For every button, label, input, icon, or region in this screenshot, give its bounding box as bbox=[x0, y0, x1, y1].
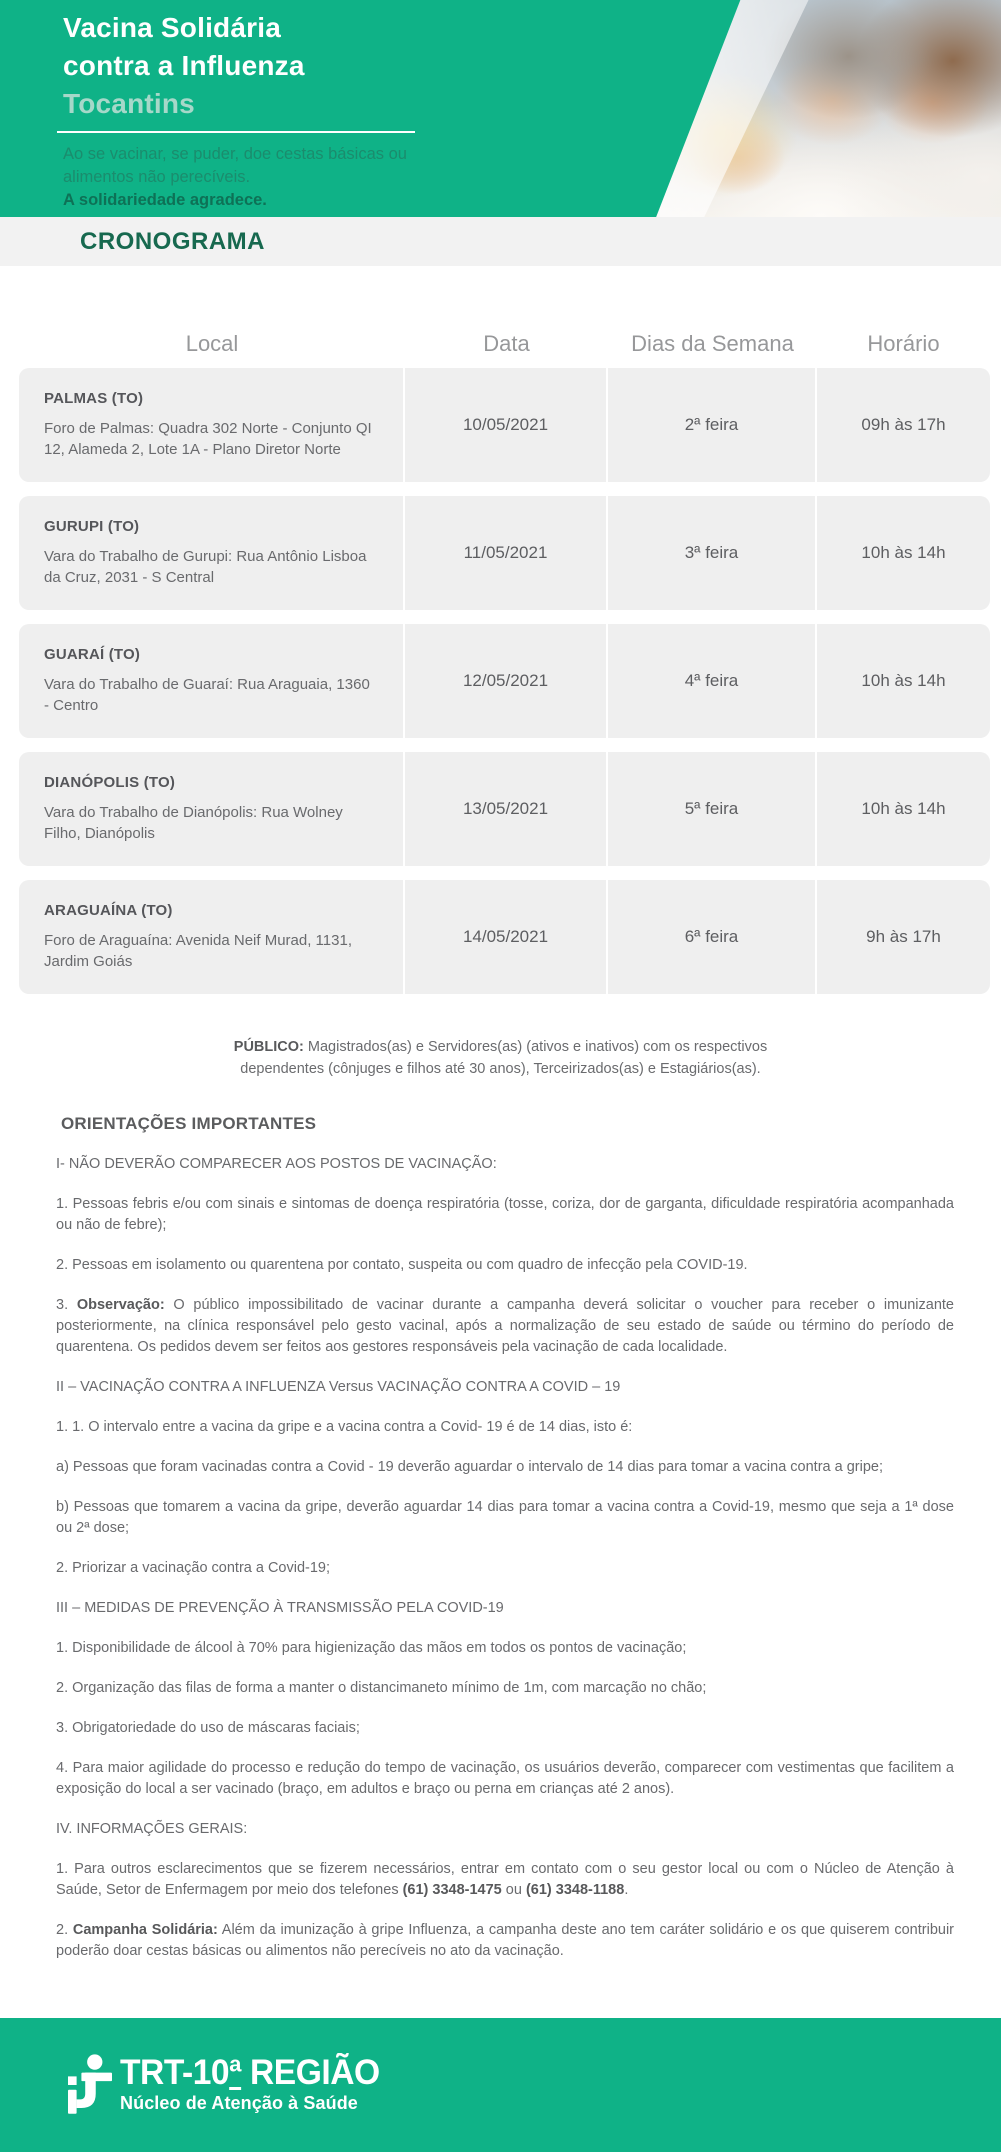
header-subtitle-line1: Ao se vacinar, se puder, doe cestas básicas ou bbox=[63, 145, 407, 163]
text-segment: REGIÃO bbox=[241, 2053, 380, 2092]
text-segment: . bbox=[624, 1882, 629, 1898]
text-segment: 4. Para maior agilidade do processo e redução do tempo de vacinação, os usuários deverão, comparecer com vestimentas que facilitem a exposição do local a ser vacinado (braço, em adultos e braço ou perna em crianças até 2 anos). bbox=[56, 1760, 954, 1797]
text-segment: a) Pessoas que foram vacinadas contra a Covid - 19 deverão aguardar o intervalo de 14 dias para tomar a vacina contra a gripe; bbox=[56, 1459, 883, 1475]
text-segment: (61) 3348-1188 bbox=[525, 1882, 625, 1898]
header-title-line1: Vacina Solidária bbox=[63, 12, 281, 43]
orientacoes-paragraph bbox=[56, 1417, 954, 1438]
city-address: Foro de Palmas: Quadra 302 Norte - Conjunto QI 12, Alameda 2, Lote 1A - Plano Diretor Norte bbox=[44, 420, 372, 458]
column-header-weekday: Dias da Semana bbox=[631, 331, 794, 356]
jt-figure-icon bbox=[68, 2054, 112, 2116]
table-header-row bbox=[19, 329, 990, 359]
orientacoes-title: ORIENTAÇÕES IMPORTANTES bbox=[61, 1114, 317, 1133]
text-segment: (61) 3348-1475 bbox=[402, 1882, 502, 1898]
orientacoes-section bbox=[0, 1114, 1001, 1962]
text-segment: ou bbox=[501, 1882, 526, 1898]
cell-date: 13/05/2021 bbox=[405, 752, 608, 866]
text-segment: 2. Pessoas em isolamento ou quarentena por contato, suspeita ou com quadro de infecção pela COVID-19. bbox=[56, 1257, 748, 1273]
city-name: PALMAS (TO) bbox=[44, 390, 144, 407]
cell-weekday: 2ª feira bbox=[608, 368, 817, 482]
city-address: Vara do Trabalho de Guaraí: Rua Araguaia, 1360 - Centro bbox=[44, 676, 370, 714]
text-segment: Observação: bbox=[76, 1297, 165, 1313]
text-segment: 1. Para outros esclarecimentos que se fizerem necessários, entrar em contato com o seu gestor local ou com o Núcleo de Atenção à Saúde, Setor de Enfermagem por meio dos telefones bbox=[56, 1861, 954, 1898]
schedule-table bbox=[19, 329, 990, 994]
orientacoes-paragraph bbox=[56, 1718, 954, 1739]
text-segment: Além da imunização à gripe Influenza, a campanha deste ano tem caráter solidário e os que quiserem contribuir poderão doar cestas básicas ou alimentos não perecíveis no ato da vacinação. bbox=[56, 1922, 954, 1959]
orientacoes-paragraph bbox=[56, 1457, 954, 1478]
header-subtitle-line2: alimentos não perecíveis. bbox=[63, 168, 251, 186]
text-segment: Magistrados(as) e Servidores(as) (ativos e inativos) com os respectivos dependentes (cônjuges e filhos até 30 anos), Terceirizados(as) e Estagiários(as). bbox=[240, 1039, 768, 1077]
cell-hours: 10h às 14h bbox=[861, 543, 946, 562]
text-segment: ª bbox=[229, 2053, 242, 2092]
text-segment: III – MEDIDAS DE PREVENÇÃO À TRANSMISSÃO PELA COVID-19 bbox=[56, 1600, 504, 1616]
city-name: GUARAÍ (TO) bbox=[44, 646, 141, 663]
table-row bbox=[19, 752, 990, 866]
orientacoes-paragraph bbox=[56, 1255, 954, 1276]
orientacoes-paragraph bbox=[56, 1295, 954, 1358]
text-segment: IV. INFORMAÇÕES GERAIS: bbox=[56, 1821, 248, 1837]
header-underline bbox=[57, 131, 415, 133]
cell-local bbox=[19, 368, 405, 482]
cell-hours: 10h às 14h bbox=[861, 799, 946, 818]
table-row bbox=[19, 624, 990, 738]
orientacoes-list bbox=[56, 1154, 954, 1962]
orientacoes-paragraph bbox=[56, 1859, 954, 1901]
city-name: GURUPI (TO) bbox=[44, 518, 140, 535]
cell-local bbox=[19, 624, 405, 738]
text-segment: Campanha Solidária: bbox=[72, 1922, 218, 1938]
text-segment: 1. 1. O intervalo entre a vacina da gripe e a vacina contra a Covid- 19 é de 14 dias, isto é: bbox=[56, 1419, 633, 1435]
orientacoes-paragraph bbox=[56, 1154, 954, 1175]
table-row bbox=[19, 368, 990, 482]
section-title: CRONOGRAMA bbox=[80, 227, 265, 255]
city-address: Foro de Araguaína: Avenida Neif Murad, 1131, Jardim Goiás bbox=[44, 932, 352, 970]
orientacoes-paragraph bbox=[56, 1194, 954, 1236]
trt-logo bbox=[68, 2054, 390, 2116]
text-segment: PÚBLICO: bbox=[233, 1039, 308, 1055]
orientacoes-paragraph bbox=[56, 1598, 954, 1619]
table-row bbox=[19, 496, 990, 610]
text-segment: 2. Priorizar a vacinação contra a Covid-19; bbox=[56, 1560, 331, 1576]
orientacoes-paragraph bbox=[56, 1678, 954, 1699]
text-segment: 3. bbox=[56, 1297, 77, 1313]
cell-local bbox=[19, 496, 405, 610]
orientacoes-paragraph bbox=[56, 1377, 954, 1398]
text-segment: O público impossibilitado de vacinar durante a campanha deverá solicitar o voucher para receber o imunizante posteriormente, na clínica responsável pelo gesto vacinal, após a normalização de seu estado de saúde ou término do período de quarentena. Os pedidos devem ser feitos aos gestores responsáveis pela vacinação de cada localidade. bbox=[56, 1297, 954, 1355]
text-segment: TRT-10 bbox=[120, 2053, 230, 2092]
cell-weekday: 4ª feira bbox=[608, 624, 817, 738]
header-subtitle-bold: A solidariedade agradece. bbox=[63, 191, 267, 209]
city-name: ARAGUAÍNA (TO) bbox=[44, 902, 173, 919]
text-segment: b) Pessoas que tomarem a vacina da gripe, deverão aguardar 14 dias para tomar a vacina contra a Covid-19, mesmo que seja a 1ª dose ou 2ª dose; bbox=[56, 1499, 954, 1536]
cell-weekday: 3ª feira bbox=[608, 496, 817, 610]
cell-weekday: 5ª feira bbox=[608, 752, 817, 866]
logo-text-block bbox=[120, 2053, 390, 2114]
orientacoes-paragraph bbox=[56, 1920, 954, 1962]
text-segment: 1. Disponibilidade de álcool à 70% para higienização das mãos em todos os pontos de vacinação; bbox=[56, 1640, 687, 1656]
text-segment: 1. Pessoas febris e/ou com sinais e sintomas de doença respiratória (tosse, coriza, dor de garganta, dificuldade respiratória acompanhada ou não de febre); bbox=[56, 1196, 954, 1233]
footer-banner bbox=[0, 2018, 1001, 2152]
header-title-state: Tocantins bbox=[63, 88, 195, 119]
text-segment: 2. bbox=[56, 1922, 73, 1938]
section-title-band bbox=[0, 217, 1001, 266]
text-segment: II – VACINAÇÃO CONTRA A INFLUENZA Versus VACINAÇÃO CONTRA A COVID – 19 bbox=[56, 1379, 621, 1395]
publico-note bbox=[211, 1036, 791, 1080]
cell-hours: 09h às 17h bbox=[861, 415, 946, 434]
cell-hours: 9h às 17h bbox=[866, 927, 941, 946]
header-title-line2: contra a Influenza bbox=[63, 50, 305, 81]
orientacoes-paragraph bbox=[56, 1758, 954, 1800]
column-header-local: Local bbox=[185, 331, 239, 356]
text-segment: 3. Obrigatoriedade do uso de máscaras faciais; bbox=[56, 1720, 360, 1736]
city-name: DIANÓPOLIS (TO) bbox=[44, 774, 176, 791]
cell-date: 12/05/2021 bbox=[405, 624, 608, 738]
orientacoes-paragraph bbox=[56, 1819, 954, 1840]
header-title-block bbox=[63, 9, 415, 212]
table-row bbox=[19, 880, 990, 994]
city-address: Vara do Trabalho de Gurupi: Rua Antônio Lisboa da Cruz, 2031 - S Central bbox=[44, 548, 367, 586]
header-banner bbox=[0, 0, 1001, 217]
logo-subtitle: Núcleo de Atenção à Saúde bbox=[120, 2093, 358, 2113]
cell-local bbox=[19, 880, 405, 994]
cell-hours: 10h às 14h bbox=[861, 671, 946, 690]
text-segment: 2. Organização das filas de forma a manter o distancimaneto mínimo de 1m, com marcação no chão; bbox=[56, 1680, 707, 1696]
orientacoes-paragraph bbox=[56, 1497, 954, 1539]
table-body bbox=[19, 368, 990, 994]
cell-date: 14/05/2021 bbox=[405, 880, 608, 994]
cell-local bbox=[19, 752, 405, 866]
logo-title bbox=[120, 2053, 380, 2092]
city-address: Vara do Trabalho de Dianópolis: Rua Wolney Filho, Dianópolis bbox=[44, 804, 343, 842]
orientacoes-paragraph bbox=[56, 1558, 954, 1579]
cell-weekday: 6ª feira bbox=[608, 880, 817, 994]
cell-date: 11/05/2021 bbox=[405, 496, 608, 610]
column-header-hours: Horário bbox=[867, 331, 940, 356]
text-segment: I- NÃO DEVERÃO COMPARECER AOS POSTOS DE VACINAÇÃO: bbox=[56, 1156, 497, 1172]
column-header-data: Data bbox=[483, 331, 530, 356]
orientacoes-paragraph bbox=[56, 1638, 954, 1659]
cell-date: 10/05/2021 bbox=[405, 368, 608, 482]
